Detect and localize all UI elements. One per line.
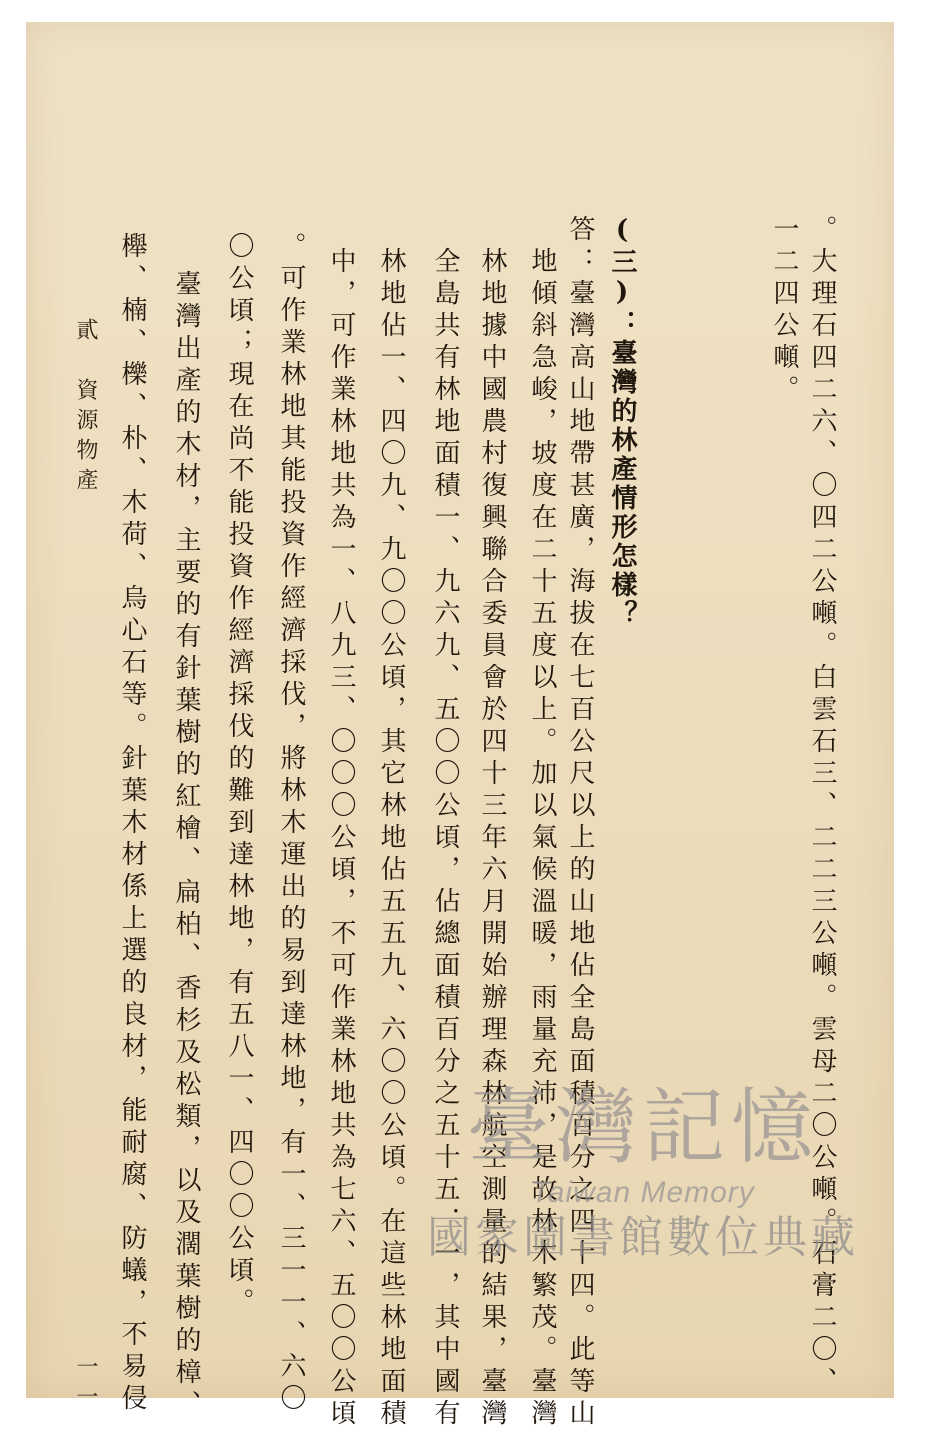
watermark-institution: 國家圖書館數位典藏 [427,1212,859,1263]
text-column-10: 。可作業林地其能投資作經濟採伐，將林木運出的易到達林地，有一、三一一、六〇 [276,232,306,1416]
watermark-english: Taiwan Memory [531,1176,755,1209]
watermark-script: 臺灣記憶 [466,1080,819,1175]
text-column-8: 林地佔一、四〇九、九〇〇公頃，其它林地佔五五九、六〇〇公頃。在這些林地面積 [376,247,406,1431]
page-number: 一一 [73,1355,98,1415]
text-column-6: 林地據中國農村復興聯合委員會於四十三年六月開始辦理森林航空測量的結果，臺灣 [477,247,507,1431]
text-column-13: 櫸、楠、櫟、朴、木荷、烏心石等。針葉木材係上選的良材，能耐腐、防蟻，不易侵 [117,232,147,1416]
taiwan-memory-watermark [418,1080,868,1295]
text-column-2: 一二四公噸。 [769,215,799,407]
text-column-9: 中，可作業林地共為一、八九三、〇〇〇公頃，不可作業林地共為七六、五〇〇公頃 [326,247,356,1431]
text-column-12: 臺灣出產的木材，主要的有針葉樹的紅檜、扁柏、香杉及松類，以及濶葉樹的樟、 [171,270,201,1422]
text-column-5: 地傾斜急峻，坡度在二十五度以上。加以氣候溫暖，雨量充沛，是故林木繁茂。臺灣 [527,247,557,1431]
text-column-7: 全島共有林地面積一、九六九、五〇〇公頃，佔總面積百分之五十五．一，其中國有 [430,247,460,1431]
text-column-4: 答：臺灣高山地帶甚廣，海拔在七百公尺以上的山地佔全島面積百分之四十四。此等山 [565,215,595,1431]
question-heading: (三)：臺灣的林產情形怎樣？ [607,215,637,629]
running-section-title: 貳 資源物產 [73,318,98,498]
text-column-11: 〇公頃；現在尚不能投資作經濟採伐的難到達林地，有五八一、四〇〇公頃。 [224,232,254,1320]
text-column-1: 。大理石四二六、〇四二公噸。白雲石三、二二三公噸。雲母二〇公噸。石膏二〇、 [807,215,837,1399]
